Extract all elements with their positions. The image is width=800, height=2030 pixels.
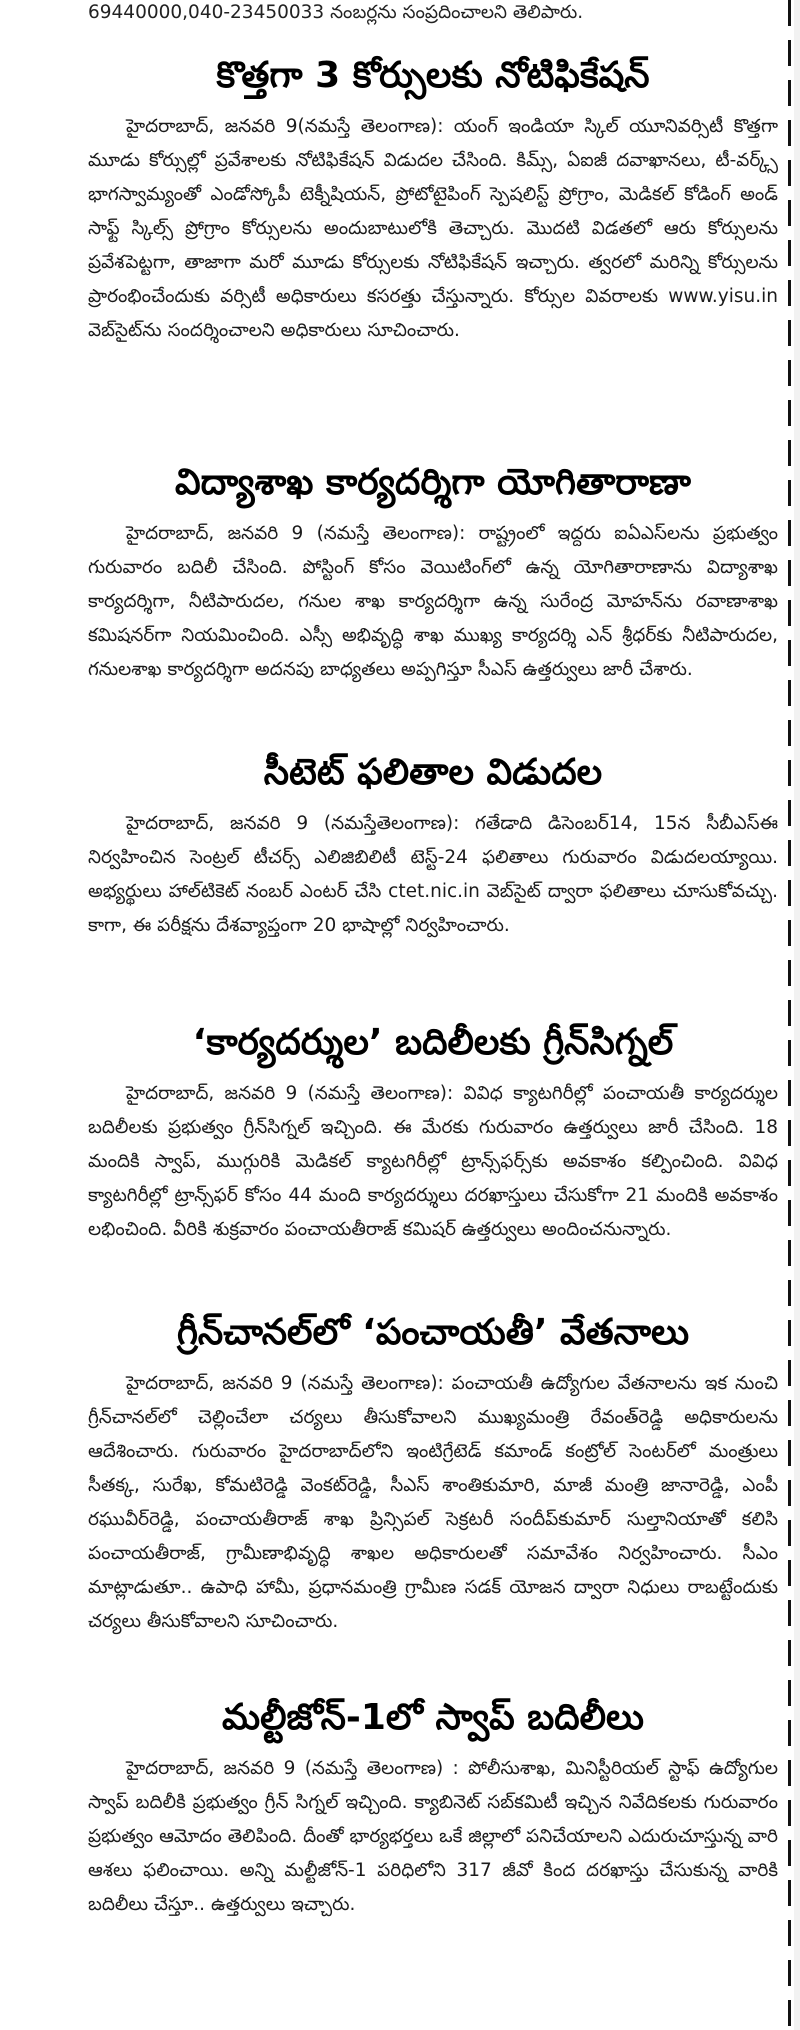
article-multizone-swap-transfers bbox=[88, 1690, 778, 1922]
article-body: హైదరాబాద్, జనవరి 9 (నమస్తేతెలంగాణ): గతేడాది డిసెంబర్14, 15న సీబీఎస్‌ఈ నిర్వహించిన సెంట్రల్ టీచర్స్ ఎలిజిబిలిటీ టెస్ట్-24 ఫలితాలు గురువారం విడుదలయ్యాయి. అభ్యర్థులు హాల్‌టికెట్ నంబర్ ఎంటర్ చేసి ctet.nic.in వెబ్‌సైట్ ద్వారా ఫలితాలు చూసుకోవచ్చు. కాగా, ఈ పరీక్షను దేశవ్యాప్తంగా 20 భాషాల్లో నిర్వహించారు. bbox=[88, 813, 778, 936]
article-education-secretary bbox=[88, 455, 778, 687]
headline: కొత్తగా 3 కోర్సులకు నోటిఫికేషన్ bbox=[216, 55, 650, 96]
article-panchayat-salaries bbox=[88, 1305, 778, 1639]
headline: గ్రీన్‌చానల్‌లో ‘పంచాయతీ’ వేతనాలు bbox=[176, 1312, 690, 1353]
headline: విద్యాశాఖ కార్యదర్శిగా యోగితారాణా bbox=[175, 462, 691, 503]
article-body: హైదరాబాద్, జనవరి 9 (నమస్తే తెలంగాణ): పంచాయతీ ఉద్యోగుల వేతనాలను ఇక నుంచి గ్రీన్‌చానల్‌లో చెల్లించేలా చర్యలు తీసుకోవాలని ముఖ్యమంత్రి రేవంత్‌రెడ్డి అధికారులను ఆదేశించారు. గురువారం హైదరాబాద్‌లోని ఇంటిగ్రేటెడ్ కమాండ్ కంట్రోల్ సెంటర్‌లో మంత్రులు సీతక్క, సురేఖ, కోమటిరెడ్డి వెంకట్‌రెడ్డి, సీఎస్ శాంతికుమారి, మాజీ మంత్రి జానారెడ్డి, ఎంపీ రఘువీర్‌రెడ్డి, పంచాయతీరాజ్ శాఖ ప్రిన్సిపల్ సెక్రటరీ సందీప్‌కుమార్ సుల్తానియాతో కలిసి పంచాయతీరాజ్, గ్రామీణాభివృద్ధి శాఖల అధికారులతో సమావేశం నిర్వహించారు. సీఎం మాట్లాడుతూ.. ఉపాధి హామీ, ప్రధానమంత్రి గ్రామీణ సడక్ యోజన ద్వారా నిధులు రాబట్టేందుకు చర్యలు తీసుకోవాలని సూచించారు. bbox=[88, 1373, 778, 1632]
article-ctet-results bbox=[88, 745, 778, 943]
article-body: హైదరాబాద్, జనవరి 9 (నమస్తే తెలంగాణ): రాష్ట్రంలో ఇద్దరు ఐఏఎస్‌లను ప్రభుత్వం గురువారం బదిలీ చేసింది. పోస్టింగ్ కోసం వెయిటింగ్‌లో ఉన్న యోగితారాణాను విద్యాశాఖ కార్యదర్శిగా, నీటిపారుదల, గనుల శాఖ కార్యదర్శిగా ఉన్న సురేంద్ర మోహన్‌ను రవాణాశాఖ కమిషనర్‌గా నియమించింది. ఎస్సీ అభివృద్ధి శాఖ ముఖ్య కార్యదర్శి ఎన్ శ్రీధర్‌కు నీటిపారుదల, గనులశాఖ కార్యదర్శిగా అదనపు బాధ్యతలు అప్పగిస్తూ సీఎస్ ఉత్తర్వులు జారీ చేశారు. bbox=[88, 523, 778, 680]
headline: ‘కార్యదర్శుల’ బదిలీలకు గ్రీన్‌సిగ్నల్ bbox=[192, 1022, 674, 1063]
column-divider-rule bbox=[788, 0, 791, 2030]
previous-article-tail: 69440000,040-23450033 నంబర్లను సంప్రదించాలని తెలిపారు. bbox=[88, 2, 584, 23]
article-body: హైదరాబాద్, జనవరి 9(నమస్తే తెలంగాణ): యంగ్ ఇండియా స్కిల్ యూనివర్సిటీ కొత్తగా మూడు కోర్సుల్లో ప్రవేశాలకు నోటిఫికేషన్ విడుదల చేసింది. కిమ్స్, ఏఐజీ దవాఖానలు, టీ-వర్క్స్ భాగస్వామ్యంతో ఎండోస్కోపీ టెక్నీషియన్, ప్రోటోటైపింగ్ స్పెషలిస్ట్ ప్రోగ్రాం, మెడికల్ కోడింగ్ అండ్ సాఫ్ట్ స్కిల్స్ ప్రోగ్రాం కోర్సులను అందుబాటులోకి తెచ్చారు. మొదటి విడతలో ఆరు కోర్సులను ప్రవేశపెట్టగా, తాజాగా మరో మూడు కోర్సులకు నోటిఫికేషన్ ఇచ్చారు. త్వరలో మరిన్ని కోర్సులను ప్రారంభించేందుకు వర్సిటీ అధికారులు కసరత్తు చేస్తున్నారు. కోర్సుల వివరాలకు www.yisu.in వెబ్‌సైట్‌ను సందర్శించాలని అధికారులు సూచించారు. bbox=[88, 116, 778, 341]
page-edge bbox=[794, 0, 800, 2030]
headline: మల్టీజోన్-1లో స్వాప్ బదిలీలు bbox=[222, 1697, 644, 1738]
article-body: హైదరాబాద్, జనవరి 9 (నమస్తే తెలంగాణ) : పోలీసుశాఖ, మినిస్టీరియల్ స్టాఫ్ ఉద్యోగుల స్వాప్ బదిలీకి ప్రభుత్వం గ్రీన్ సిగ్నల్ ఇచ్చింది. క్యాబినెట్ సబ్‌కమిటీ ఇచ్చిన నివేదికలకు గురువారం ప్రభుత్వం ఆమోదం తెలిపింది. దీంతో భార్యభర్తలు ఒకే జిల్లాలో పనిచేయాలని ఎదురుచూస్తున్న వారి ఆశలు ఫలించాయి. అన్ని మల్టీజోన్-1 పరిధిలోని 317 జీవో కింద దరఖాస్తు చేసుకున్న వారికి బదిలీలు చేస్తూ.. ఉత్తర్వులు ఇచ్చారు. bbox=[88, 1758, 778, 1915]
article-new-courses bbox=[88, 48, 778, 348]
article-secretaries-transfers bbox=[88, 1015, 778, 1247]
headline: సీటెట్ ఫలితాల విడుదల bbox=[263, 752, 603, 793]
article-body: హైదరాబాద్, జనవరి 9 (నమస్తే తెలంగాణ): వివిధ క్యాటగిరీల్లో పంచాయతీ కార్యదర్శుల బదిలీలకు ప్రభుత్వం గ్రీన్‌సిగ్నల్ ఇచ్చింది. ఈ మేరకు గురువారం ఉత్తర్వులు జారీ చేసింది. 18 మందికి స్వాప్, ముగ్గురికి మెడికల్ క్యాటగిరీల్లో ట్రాన్స్‌ఫర్స్‌కు అవకాశం కల్పించింది. వివిధ క్యాటగిరీల్లో ట్రాన్స్‌ఫర్ కోసం 44 మంది కార్యదర్శులు దరఖాస్తులు చేసుకోగా 21 మందికి అవకాశం లభించింది. వీరికి శుక్రవారం పంచాయతీరాజ్ కమిషర్ ఉత్తర్వులు అందించనున్నారు. bbox=[88, 1083, 778, 1240]
